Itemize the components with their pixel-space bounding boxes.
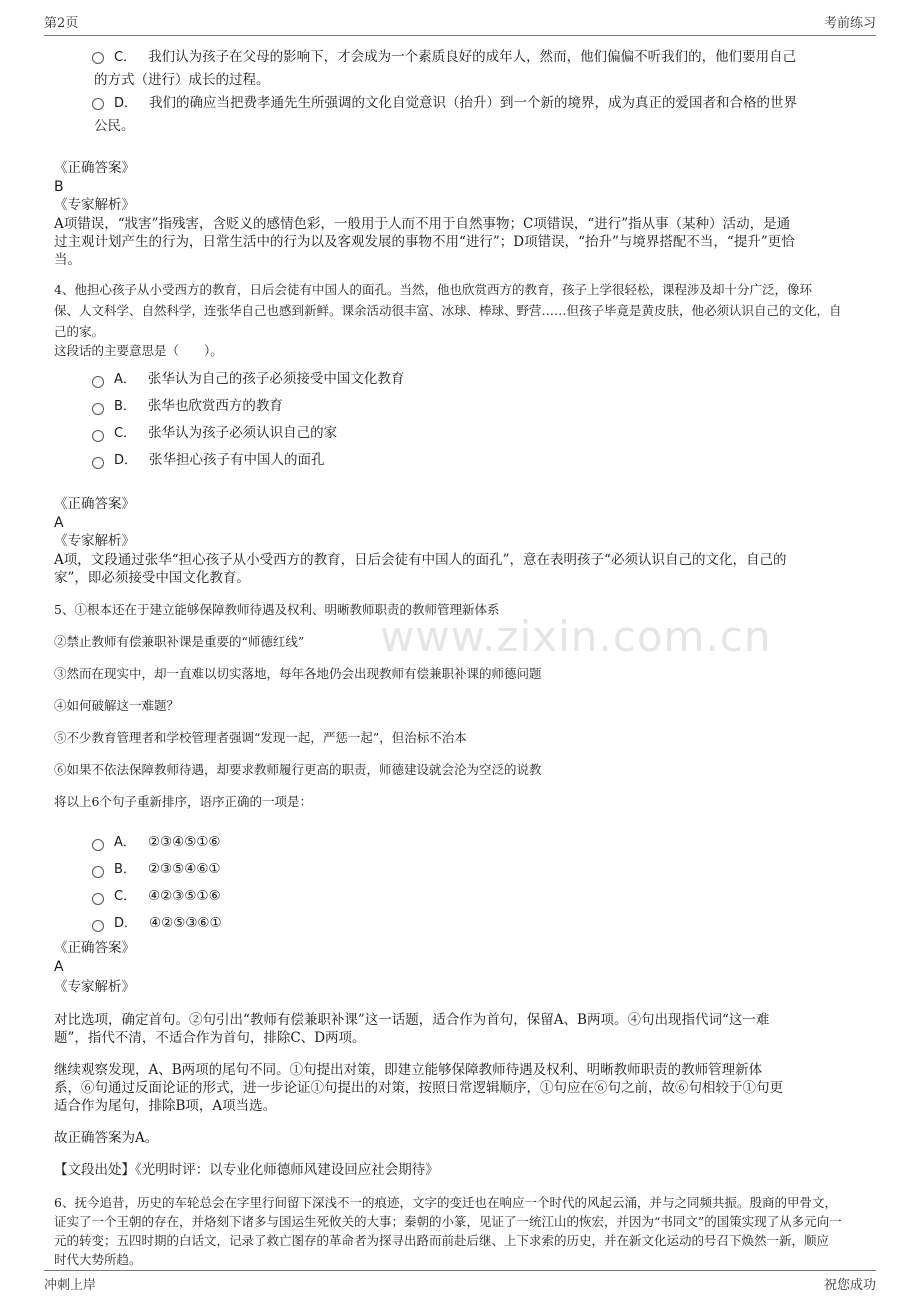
analysis-paragraph-2: 继续观察发现，A、B两项的尾句不同。①句提出对策，即建立能够保障教师待遇及权利、明晰教师职责的教师管理新体 系，⑥句通过反面论证的形式，进一步论证①句提出的对策，按照日常逻辑顺序，①句应在⑥句之前，故⑥句相较于①句更 适合作为尾句，排除B项，A项当选。 <box>54 1062 783 1114</box>
option-d[interactable]: D． 我们的确应当把费孝通先生所强调的文化自觉意识（抬升）到一个新的境界，成为真正的爱国者和合格的世界 公民。 <box>94 95 798 134</box>
option-c[interactable]: C． 张华认为孩子必须认识自己的家 <box>54 420 869 447</box>
option-b[interactable]: B． 张华也欣赏西方的教育 <box>54 393 869 420</box>
option-c[interactable]: C． 我们认为孩子在父母的影响下，才会成为一个素质良好的成年人，然而，他们偏偏不听我们的，他们要用自己 的方式（进行）成长的过程。 <box>94 49 797 88</box>
answer-label: 《正确答案》 <box>54 160 135 176</box>
header-title: 考前练习 <box>823 16 876 31</box>
answer-label: 《正确答案》 <box>54 496 135 512</box>
page-header <box>44 12 876 36</box>
answer-value: A <box>54 959 64 975</box>
option-a[interactable]: A． 张华认为自己的孩子必须接受中国文化教育 <box>54 366 869 393</box>
analysis-label: 《专家解析》 <box>54 533 135 549</box>
radio-icon[interactable] <box>92 920 104 932</box>
radio-icon[interactable] <box>92 376 104 388</box>
option-a[interactable]: A． ②③④⑤①⑥ <box>54 829 869 856</box>
answer-label: 《正确答案》 <box>54 940 135 956</box>
radio-icon[interactable] <box>92 98 104 110</box>
option-d[interactable]: D． 张华担心孩子有中国人的面孔 <box>54 447 869 474</box>
source-citation: 【文段出处】《光明时评：以专业化师德师风建设回应社会期待》 <box>54 1162 439 1178</box>
footer-right-text: 祝您成功 <box>823 1278 876 1293</box>
radio-icon[interactable] <box>92 430 104 442</box>
question-5-stem: 5、①根本还在于建立能够保障教师待遇及权利、明晰教师职责的教师管理新体系 ②禁止教师有偿兼职补课是重要的“师德红线” ③然而在现实中，却一直难以切实落地，每年各地仍会出现教师有偿兼职补课的师德问题 ④如何破解这一难题？ ⑤不少教育管理者和学校管理者强调“发现一起，严惩一起”，但治标不治本 ⑥如果不依法保障教师待遇，却要求教师履行更高的职责，师德建设就会沦为空泛的说教 将以上6个句子重新排序，语序正确的一项是： <box>54 602 542 809</box>
option-d[interactable]: D． ④②⑤③⑥① <box>54 910 869 937</box>
analysis-text: A项，文段通过张华“担心孩子从小受西方的教育，日后会徒有中国人的面孔”，意在表明孩子“必须认识自己的文化，自己的 家”，即必须接受中国文化教育。 <box>54 552 787 586</box>
page-footer <box>44 1270 876 1296</box>
question-6-stem: 6、抚今追昔，历史的车轮总会在字里行间留下深浅不一的痕迹，文字的变迁也在响应一个时代的风起云涌，并与之同频共振。殷商的甲骨文， 证实了一个王朝的存在，并烙刻下诸多与国运生死攸关的大事；秦朝的小篆，见证了一统江山的恢宏，并因为“书同文”的国策实现了从多元向一 元的转变；五四时期的白话文，记录了救亡图存的革命者为探寻出路而前赴后继、上下求索的历史，并在新文化运动的号召下焕然一新，顺应 时代大势所趋。 <box>54 1195 842 1267</box>
option-c[interactable]: C． ④②③⑤①⑥ <box>54 883 869 910</box>
radio-icon[interactable] <box>92 403 104 415</box>
page-number: 第2页 <box>44 16 79 31</box>
analysis-label: 《专家解析》 <box>54 979 135 995</box>
radio-icon[interactable] <box>92 52 104 64</box>
analysis-label: 《专家解析》 <box>54 197 135 213</box>
radio-icon[interactable] <box>92 457 104 469</box>
radio-icon[interactable] <box>92 839 104 851</box>
question-4-stem: 4、他担心孩子从小受西方的教育，日后会徒有中国人的面孔。当然，他也欣赏西方的教育，孩子上学很轻松，课程涉及却十分广泛，像环 保、人文科学、自然科学，连张华自己也感到新鲜。课余活动很丰富、冰球、棒球、野营……但孩子毕竟是黄皮肤，他必须认识自己的文化，自 己的家。 这段话的主要意思是（ ）。 <box>54 282 842 358</box>
page-content <box>54 46 869 1269</box>
footer-left-text: 冲刺上岸 <box>44 1278 97 1293</box>
answer-value: A <box>54 515 64 531</box>
watermark: www.zixin.com.cn <box>380 612 772 661</box>
option-b[interactable]: B． ②③⑤④⑥① <box>54 856 869 883</box>
radio-icon[interactable] <box>92 893 104 905</box>
answer-value: B <box>54 179 64 195</box>
analysis-conclusion: 故正确答案为A。 <box>54 1130 159 1146</box>
analysis-text: A项错误，“戕害”指残害，含贬义的感情色彩，一般用于人而不用于自然事物；C项错误，“进行”指从事（某种）活动，是通 过主观计划产生的行为，日常生活中的行为以及客观发展的事物不用“进行”；D项错误，“抬升”与境界搭配不当，“提升”更恰 当。 <box>54 216 795 268</box>
radio-icon[interactable] <box>92 866 104 878</box>
analysis-paragraph-1: 对比选项，确定首句。②句引出“教师有偿兼职补课”这一话题，适合作为首句，保留A、B两项。④句出现指代词“这一难 题”，指代不清，不适合作为首句，排除C、D两项。 <box>54 1012 770 1046</box>
